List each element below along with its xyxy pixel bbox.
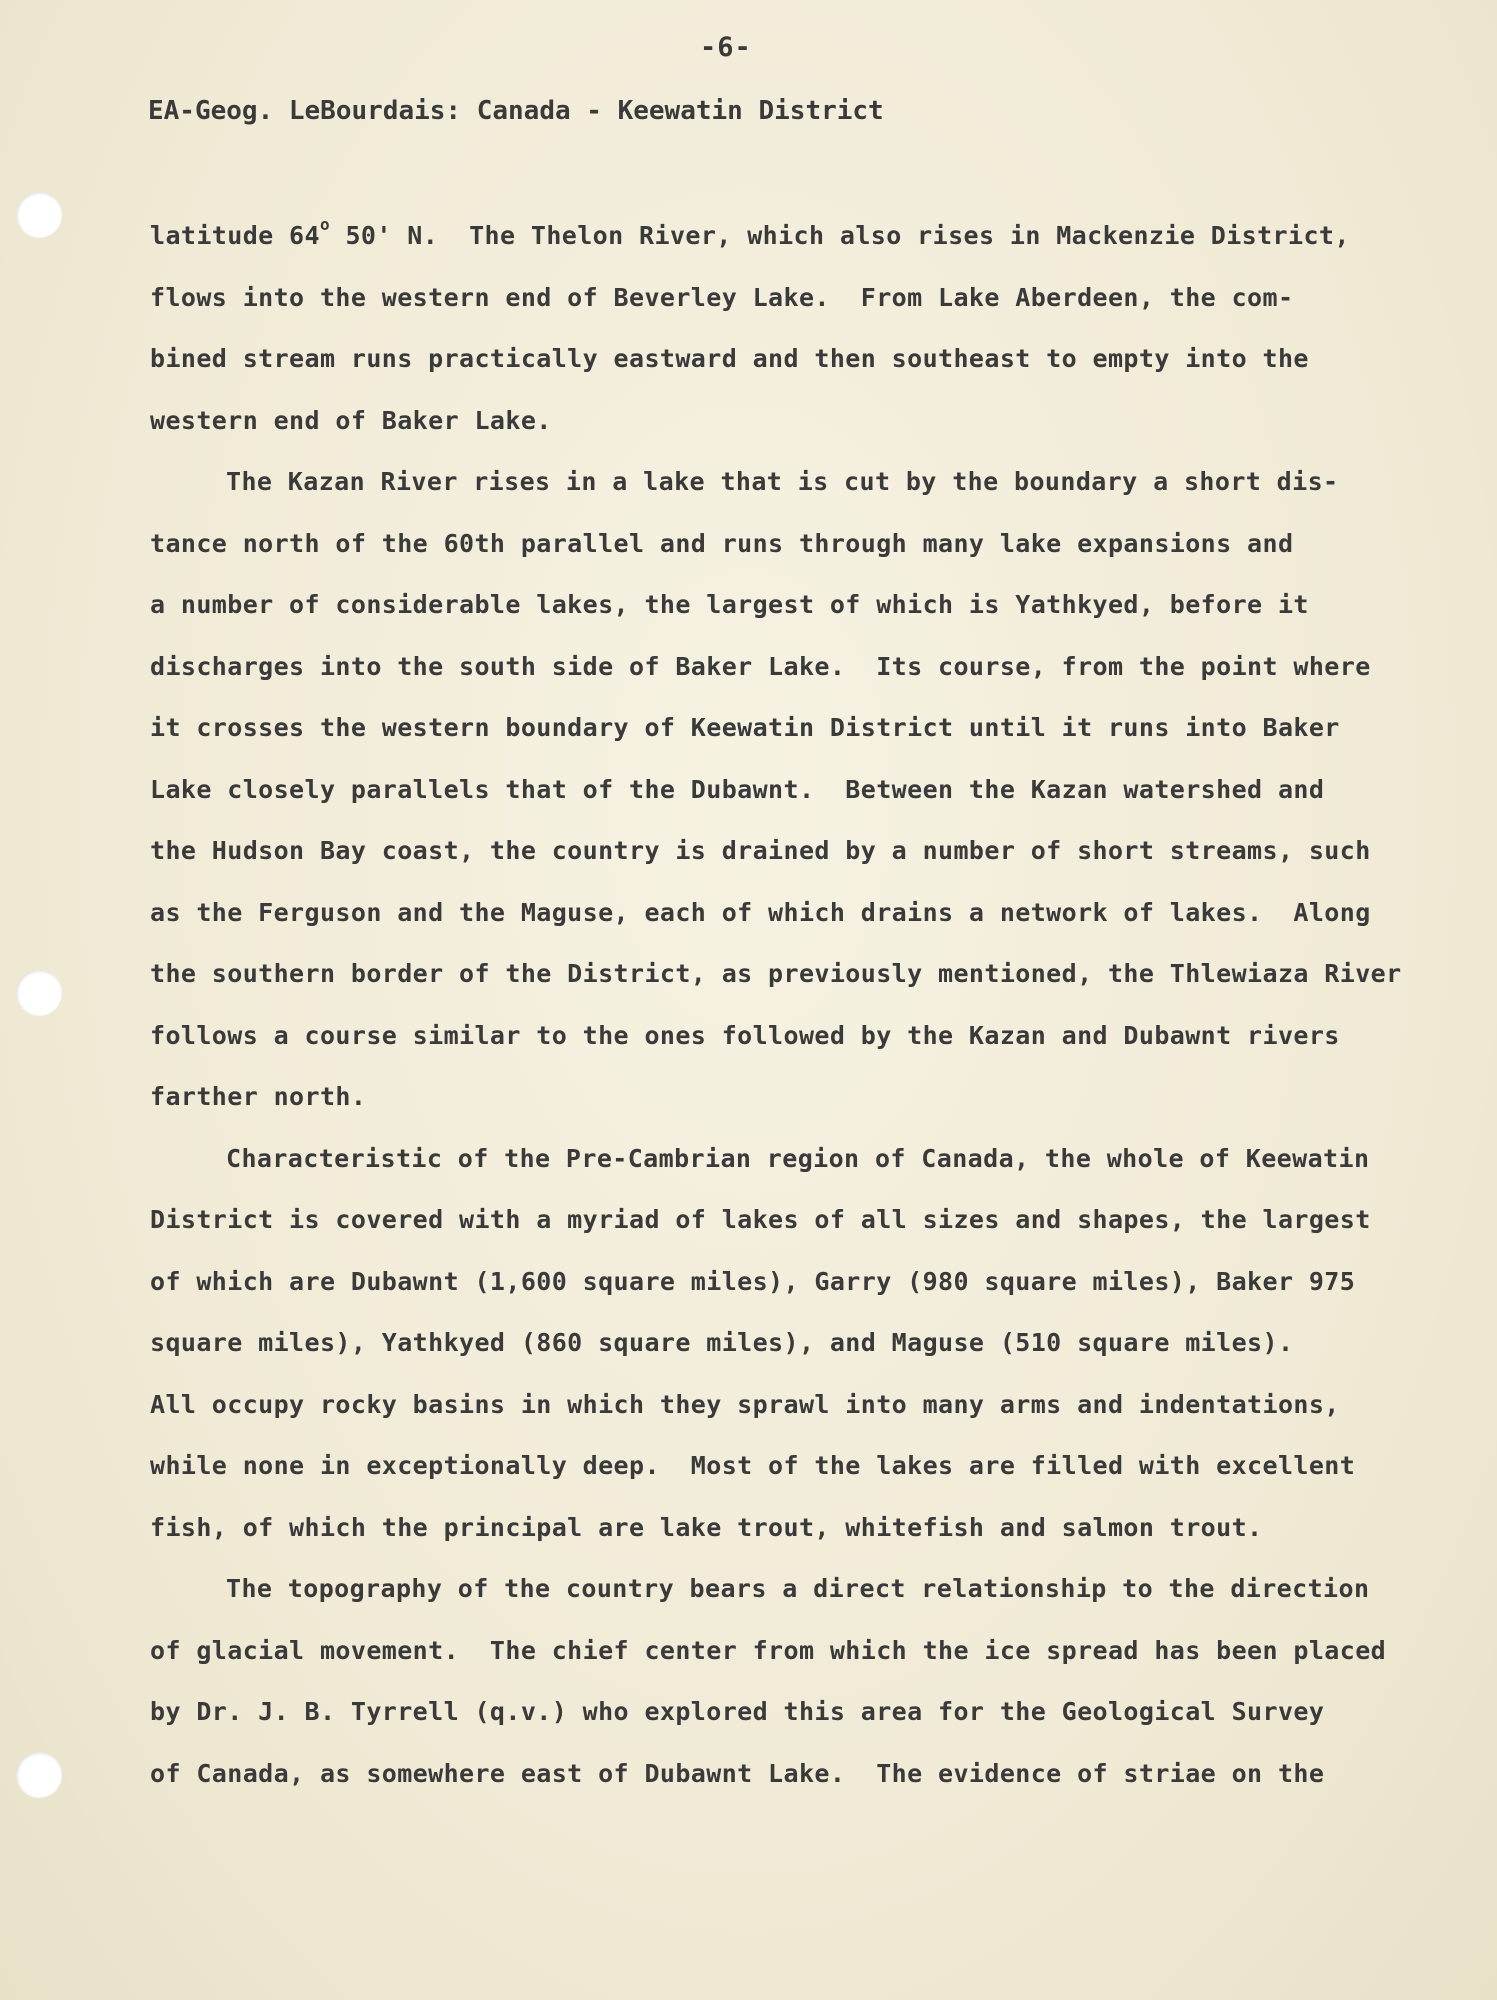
text-line-part: 50' N. The Thelon River, which also rises in Mackenzie District, xyxy=(330,221,1350,250)
text-line: by Dr. J. B. Tyrrell (q.v.) who explored this area for the Geological Survey xyxy=(150,1697,1325,1726)
text-line: All occupy rocky basins in which they sprawl into many arms and indentations, xyxy=(150,1389,1340,1419)
text-line: tance north of the 60th parallel and runs through many lake expansions and xyxy=(150,528,1294,558)
punch-hole-bottom xyxy=(16,1752,62,1798)
text-line: as the Ferguson and the Maguse, each of which drains a network of lakes. Along xyxy=(150,897,1371,927)
text-line: District is covered with a myriad of lakes of all sizes and shapes, the largest xyxy=(150,1205,1371,1234)
text-line: square miles), Yathkyed (860 square miles), and Maguse (510 square miles). xyxy=(150,1328,1294,1357)
text-line: bined stream runs practically eastward and then southeast to empty into the xyxy=(150,344,1309,373)
text-line: flows into the western end of Beverley Lake. From Lake Aberdeen, the com- xyxy=(150,282,1294,312)
text-line: The Kazan River rises in a lake that is cut by the boundary a short dis- xyxy=(226,467,1339,496)
text-line: the southern border of the District, as previously mentioned, the Thlewiaza River xyxy=(150,959,1402,988)
text-line xyxy=(150,205,1410,267)
text-line: of glacial movement. The chief center from which the ice spread has been placed xyxy=(150,1635,1387,1665)
text-line: Lake closely parallels that of the Dubawnt. Between the Kazan watershed and xyxy=(150,774,1325,804)
degree-superscript: o xyxy=(319,215,331,234)
text-line: the Hudson Bay coast, the country is drained by a number of short streams, such xyxy=(150,836,1371,865)
text-line: a number of considerable lakes, the largest of which is Yathkyed, before it xyxy=(150,590,1309,619)
document-header: EA-Geog. LeBourdais: Canada - Keewatin District xyxy=(148,96,884,126)
text-line: The topography of the country bears a direct relationship to the direction xyxy=(226,1574,1370,1603)
text-line: western end of Baker Lake. xyxy=(150,405,552,435)
text-line-part: latitude 64 xyxy=(150,221,320,250)
page-number: -6- xyxy=(700,32,752,63)
text-line: farther north. xyxy=(150,1082,367,1111)
punch-hole-middle xyxy=(16,970,62,1016)
punch-hole-top xyxy=(16,192,62,238)
body-text xyxy=(150,205,1410,1804)
text-line: of which are Dubawnt (1,600 square miles), Garry (980 square miles), Baker 975 xyxy=(150,1266,1356,1296)
text-line: fish, of which the principal are lake trout, whitefish and salmon trout. xyxy=(150,1512,1263,1542)
text-line: of Canada, as somewhere east of Dubawnt Lake. The evidence of striae on the xyxy=(150,1758,1325,1788)
text-line: follows a course similar to the ones followed by the Kazan and Dubawnt rivers xyxy=(150,1020,1340,1050)
text-line: while none in exceptionally deep. Most of the lakes are filled with excellent xyxy=(150,1451,1356,1480)
text-line: Characteristic of the Pre-Cambrian region of Canada, the whole of Keewatin xyxy=(226,1143,1370,1173)
text-line: discharges into the south side of Baker Lake. Its course, from the point where xyxy=(150,651,1371,681)
text-line: it crosses the western boundary of Keewatin District until it runs into Baker xyxy=(150,713,1340,742)
